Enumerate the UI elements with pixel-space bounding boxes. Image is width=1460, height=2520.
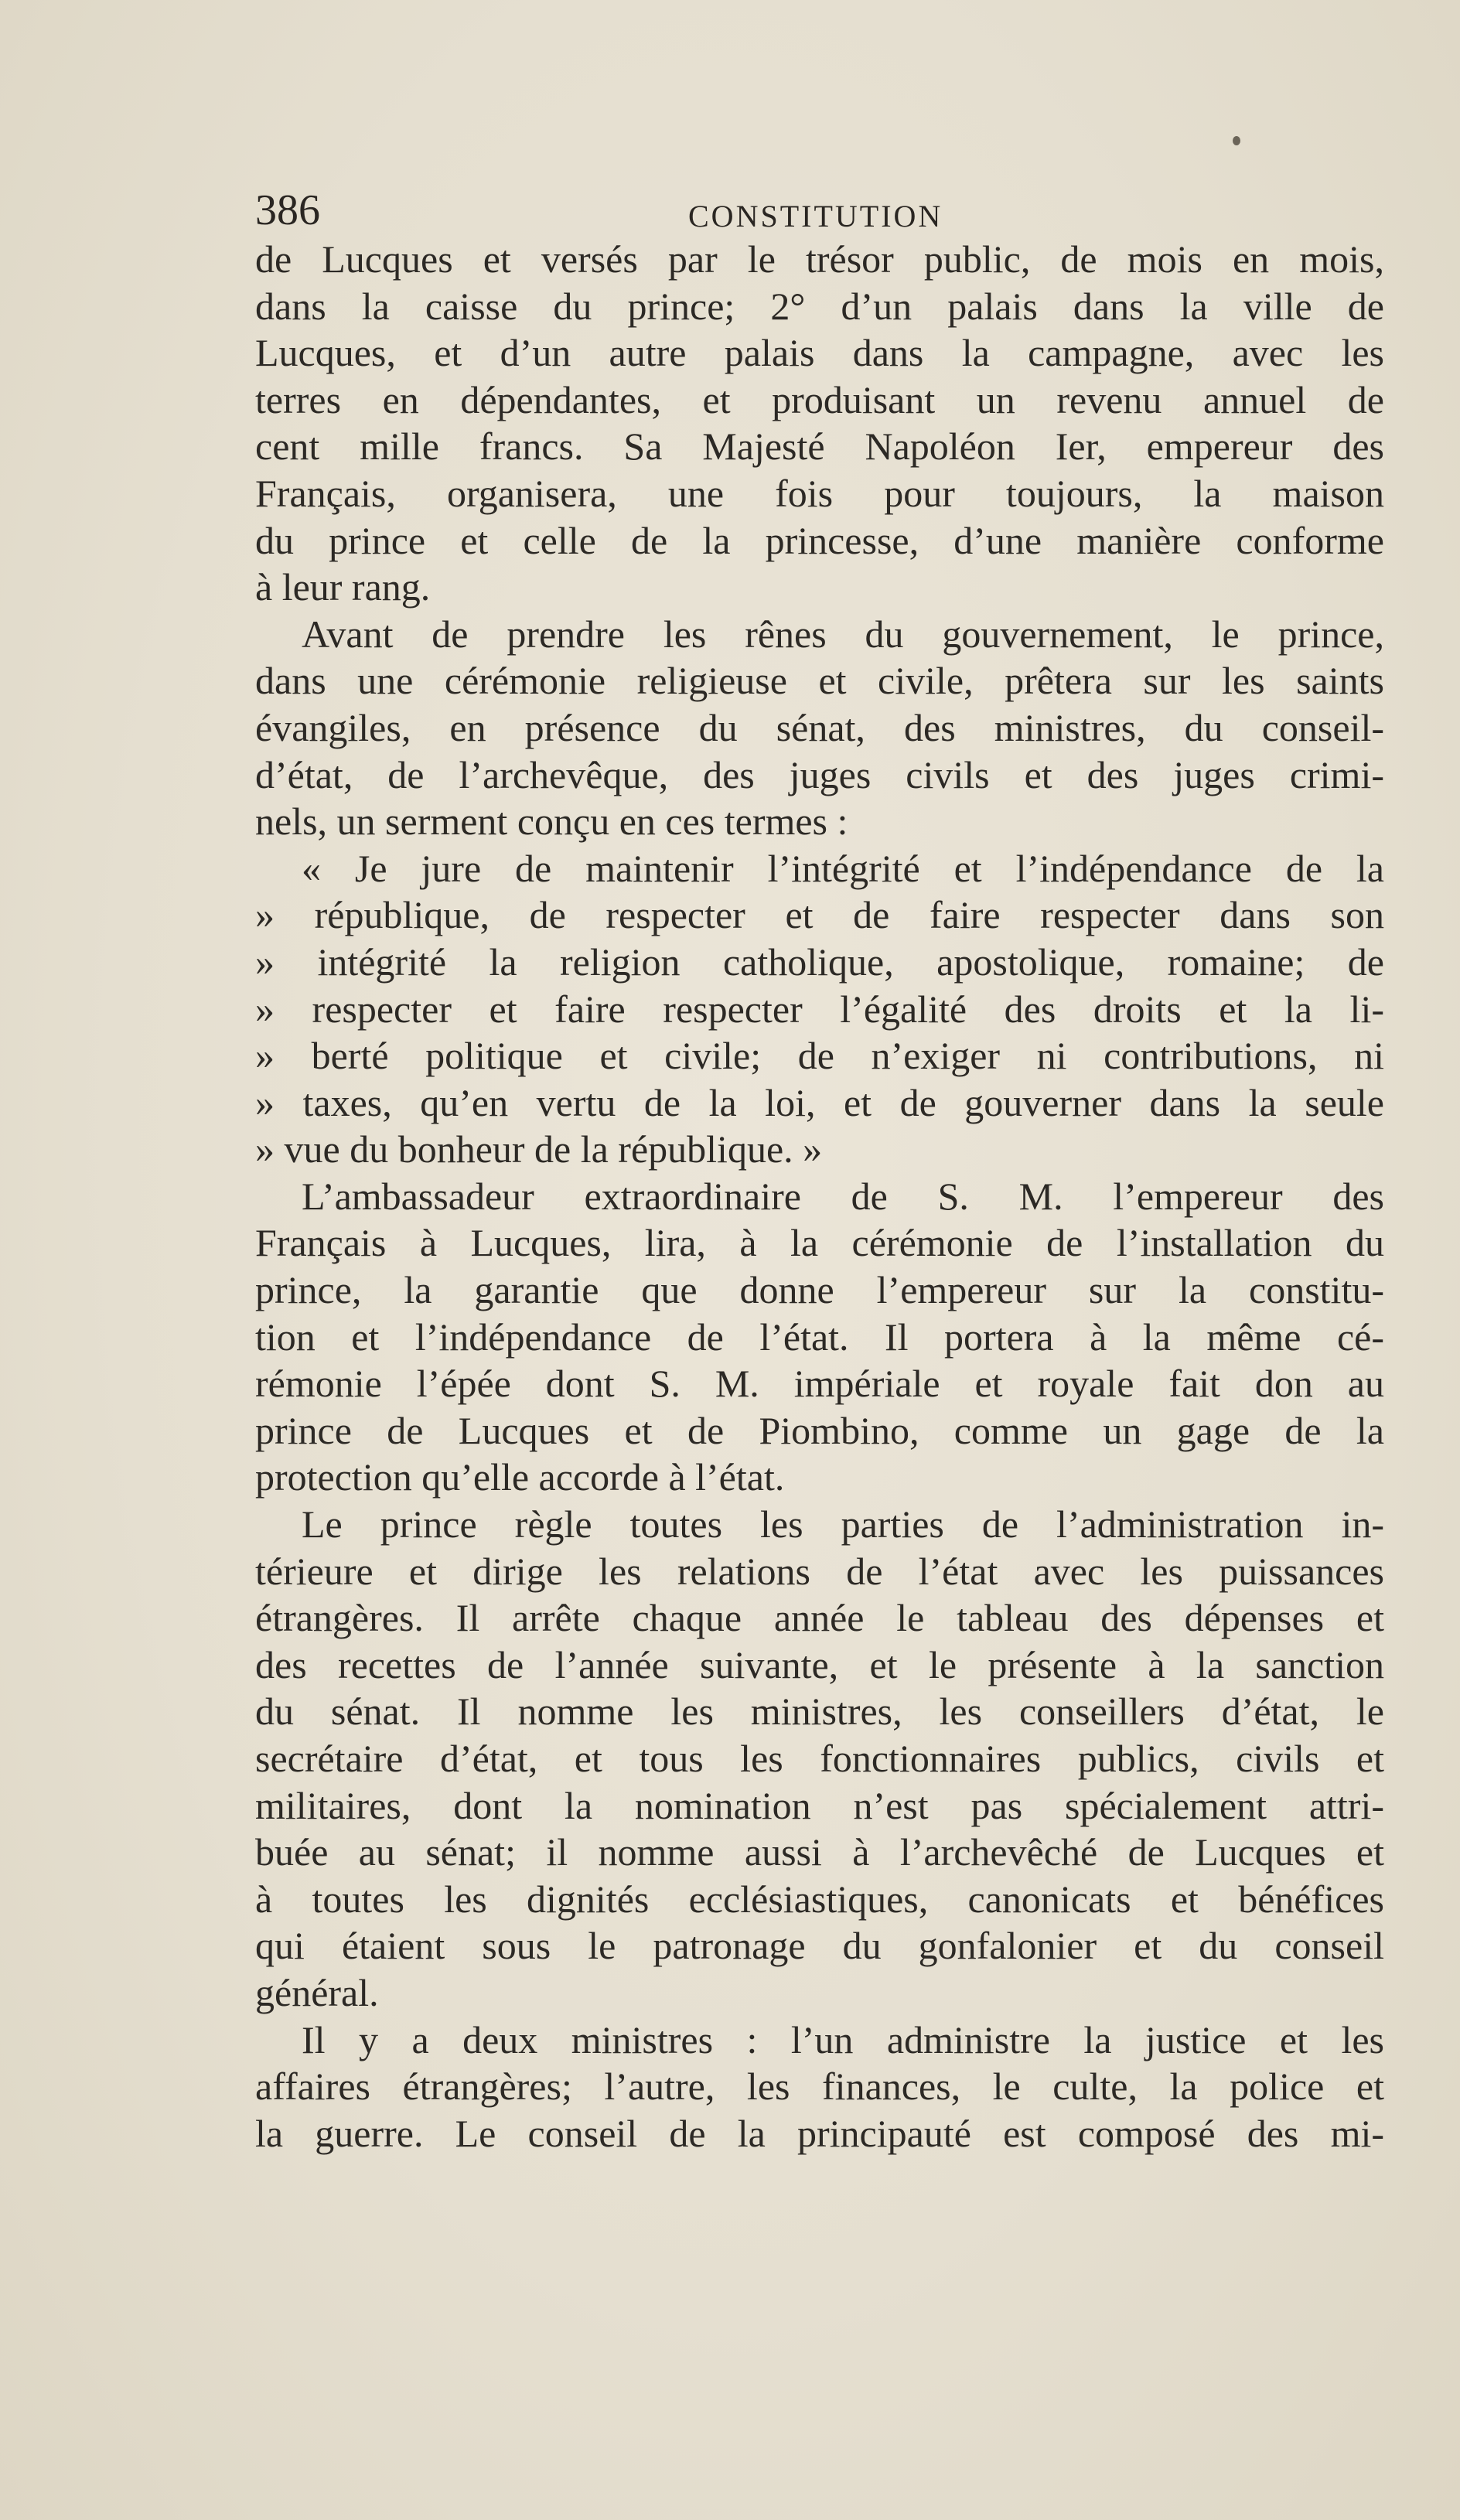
text-line: Il y a deux ministres : l’un administre la justice et les: [302, 2017, 1384, 2061]
text-line: Français, organisera, une fois pour toujours, la maison: [255, 471, 1384, 515]
oath-line: » république, de respecter et de faire respecter dans son: [255, 893, 1384, 937]
text-line: dans une cérémonie religieuse et civile, prêtera sur les saints: [255, 659, 1384, 703]
text-line: secrétaire d’état, et tous les fonctionnaires publics, civils et: [255, 1737, 1384, 1780]
oath-line: » intégrité la religion catholique, apostolique, romaine; de: [255, 939, 1384, 984]
text-line: de Lucques et versés par le trésor public, de mois en mois,: [255, 237, 1384, 281]
oath-line: » vue du bonheur de la république. »: [255, 1127, 823, 1171]
text-line: étrangères. Il arrête chaque année le tableau des dépenses et: [255, 1596, 1384, 1640]
text-line: L’ambassadeur extraordinaire de S. M. l’empereur des: [302, 1174, 1384, 1218]
text-line: buée au sénat; il nomme aussi à l’archevêché de Lucques et: [255, 1830, 1384, 1874]
text-line: prince de Lucques et de Piombino, comme un gage de la: [255, 1408, 1384, 1452]
text-line: Français à Lucques, lira, à la cérémonie de l’installation du: [255, 1221, 1384, 1265]
oath-line: » berté politique et civile; de n’exiger ni contributions, ni: [255, 1034, 1384, 1078]
text-line: Lucques, et d’un autre palais dans la campagne, avec les: [255, 331, 1384, 375]
text-line: à toutes les dignités ecclésiastiques, canonicats et bénéfices: [255, 1877, 1384, 1921]
text-line: du sénat. Il nomme les ministres, les conseillers d’état, le: [255, 1690, 1384, 1734]
oath-line: » respecter et faire respecter l’égalité des droits et la li-: [255, 987, 1384, 1031]
text-line: térieure et dirige les relations de l’état avec les puissances: [255, 1549, 1384, 1593]
running-head-title: CONSTITUTION: [688, 199, 943, 234]
text-line: d’état, de l’archevêque, des juges civils et des juges crimi-: [255, 752, 1384, 796]
text-line: protection qu’elle accorde à l’état.: [255, 1455, 785, 1499]
page-number: 386: [255, 186, 320, 234]
text-line: nels, un serment conçu en ces termes :: [255, 800, 848, 844]
text-line: qui étaient sous le patronage du gonfalonier et du conseil: [255, 1924, 1384, 1968]
text-line: Le prince règle toutes les parties de l’administration in-: [302, 1502, 1384, 1546]
text-line: terres en dépendantes, et produisant un revenu annuel de: [255, 377, 1384, 421]
text-line: du prince et celle de la princesse, d’une manière conforme: [255, 518, 1384, 562]
text-line: général.: [255, 1970, 379, 2014]
text-line: à leur rang.: [255, 565, 431, 609]
text-line: prince, la garantie que donne l’empereur sur la constitu-: [255, 1268, 1384, 1312]
text-line: rémonie l’épée dont S. M. impériale et royale fait don au: [255, 1362, 1384, 1406]
text-line: des recettes de l’année suivante, et le présente à la sanction: [255, 1642, 1384, 1686]
oath-line: « Je jure de maintenir l’intégrité et l’indépendance de la: [302, 846, 1384, 890]
text-line: évangiles, en présence du sénat, des ministres, du conseil-: [255, 705, 1384, 749]
text-line: la guerre. Le conseil de la principauté est composé des mi-: [255, 2111, 1384, 2155]
ink-speck: [1233, 136, 1240, 145]
text-line: dans la caisse du prince; 2° d’un palais dans la ville de: [255, 284, 1384, 328]
body-text: [255, 236, 1384, 2157]
text-line: tion et l’indépendance de l’état. Il portera à la même cé-: [255, 1315, 1384, 1359]
running-head: [255, 186, 967, 240]
text-line: Avant de prendre les rênes du gouvernement, le prince,: [302, 612, 1384, 656]
text-line: affaires étrangères; l’autre, les finances, le culte, la police et: [255, 2065, 1384, 2109]
text-line: militaires, dont la nomination n’est pas spécialement attri-: [255, 1783, 1384, 1827]
oath-line: » taxes, qu’en vertu de la loi, et de gouverner dans la seule: [255, 1080, 1384, 1124]
text-line: cent mille francs. Sa Majesté Napoléon Ier, empereur des: [255, 425, 1384, 469]
